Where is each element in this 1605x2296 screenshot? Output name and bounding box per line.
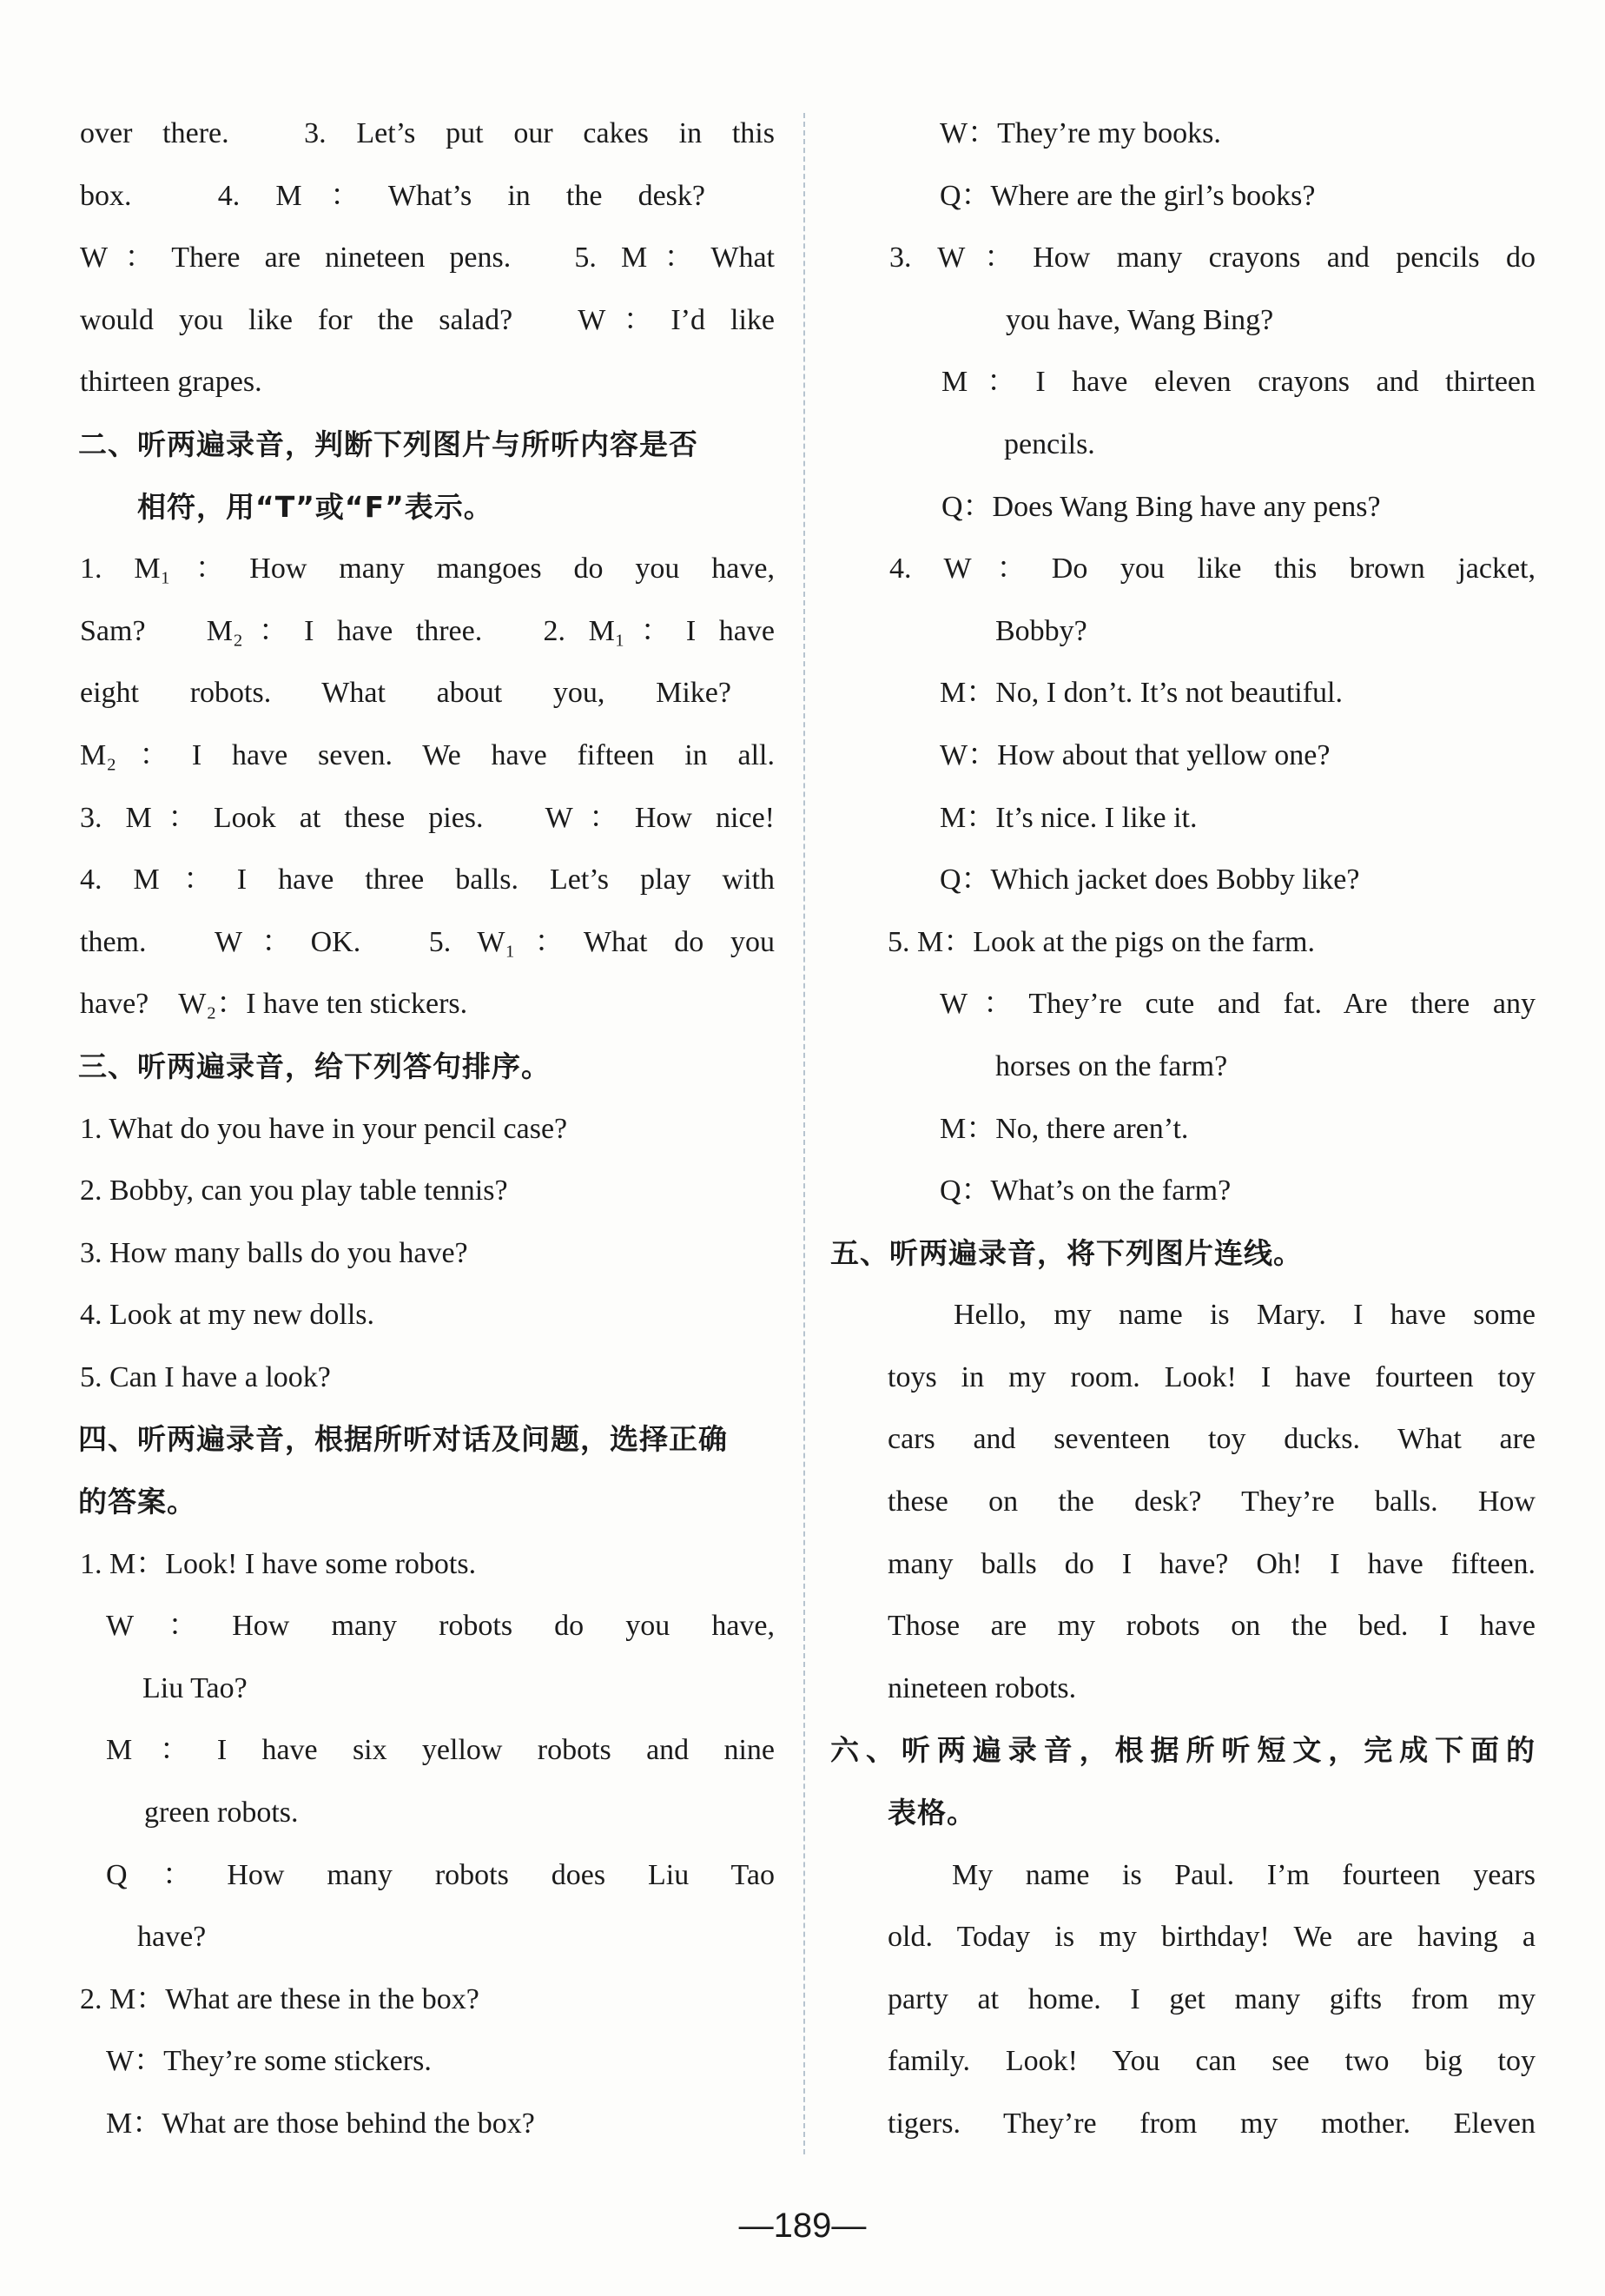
text-line: 1. M₁：How many mangoes do you have,	[80, 552, 775, 586]
list-item: 1. What do you have in your pencil case?	[80, 1112, 568, 1145]
text-line: W：There are nineteen pens. 5. M：What	[80, 242, 775, 275]
list-item: 3. How many balls do you have?	[80, 1236, 468, 1269]
dialogue-line: M：What are those behind the box?	[106, 2107, 535, 2140]
left-column	[80, 103, 775, 2155]
passage-line: party at home. I get many gifts from my	[888, 1982, 1536, 2015]
passage-line: cars and seventeen toy ducks. What are	[888, 1423, 1536, 1456]
text-line: over there. 3. Let’s put our cakes in this	[80, 117, 775, 149]
list-item: 4. Look at my new dolls.	[80, 1299, 375, 1332]
dialogue-line: M：It’s nice. I like it.	[940, 801, 1198, 834]
passage-line: family. Look! You can see two big toy	[888, 2045, 1536, 2078]
dialogue-line-cont: you have, Wang Bing?	[1006, 303, 1274, 336]
dialogue-line: 4. W：Do you like this brown jacket,	[889, 552, 1536, 586]
passage-line: many balls do I have? Oh! I have fifteen.	[888, 1547, 1536, 1580]
dialogue-line: M：No, there aren’t.	[940, 1112, 1189, 1145]
dialogue-line: 3. W：How many crayons and pencils do	[889, 242, 1536, 275]
section-heading-cont: 的答案。	[78, 1485, 196, 1519]
text-line: have? W₂：I have ten stickers.	[80, 988, 468, 1021]
text-line: would you like for the salad? W：I’d like	[80, 303, 775, 336]
section-heading: 四、听两遍录音，根据所听对话及问题，选择正确	[78, 1422, 728, 1457]
passage-line: My name is Paul. I’m fourteen years	[952, 1858, 1536, 1891]
passage-line: tigers. They’re from my mother. Eleven	[888, 2107, 1536, 2140]
list-item: 5. Can I have a look?	[80, 1360, 331, 1393]
dialogue-line: 2. M：What are these in the box?	[80, 1982, 479, 2015]
text-line: them. W：OK. 5. W₁：What do you	[80, 925, 775, 958]
question-line: Q：Where are the girl’s books?	[940, 179, 1316, 212]
question-line: Q：Which jacket does Bobby like?	[940, 863, 1360, 897]
question-line: Q：How many robots does Liu Tao	[106, 1858, 775, 1891]
dialogue-line-cont: green robots.	[144, 1796, 299, 1830]
section-heading: 三、听两遍录音，给下列答句排序。	[78, 1049, 551, 1083]
dialogue-line: W：How many robots do you have,	[106, 1610, 775, 1643]
dialogue-line: W：They’re cute and fat. Are there any	[940, 988, 1536, 1021]
text-line: box. 4. M：What’s in the desk?	[80, 179, 705, 212]
passage-line: old. Today is my birthday! We are having a	[888, 1921, 1536, 1954]
section-heading: 二、听两遍录音，判断下列图片与所听内容是否	[78, 427, 698, 461]
text-line: 4. M：I have three balls. Let’s play with	[80, 863, 775, 897]
passage-line: Hello, my name is Mary. I have some	[954, 1299, 1536, 1332]
passage-line: these on the desk? They’re balls. How	[888, 1485, 1536, 1519]
dialogue-line: W：How about that yellow one?	[940, 738, 1331, 771]
text-line: 3. M：Look at these pies. W：How nice!	[80, 801, 775, 834]
passage-line: Those are my robots on the bed. I have	[888, 1610, 1536, 1643]
section-heading: 五、听两遍录音，将下列图片连线。	[830, 1235, 1303, 1270]
right-column	[830, 103, 1536, 2155]
text-line: thirteen grapes.	[80, 366, 262, 399]
dialogue-line: M：No, I don’t. It’s not beautiful.	[940, 677, 1343, 710]
passage-line: toys in my room. Look! I have fourteen toy	[888, 1360, 1536, 1393]
dialogue-line: M：I have eleven crayons and thirteen	[941, 366, 1536, 399]
dialogue-line-cont: horses on the farm?	[995, 1049, 1228, 1082]
question-line: Q：Does Wang Bing have any pens?	[941, 490, 1381, 523]
question-line: Q：What’s on the farm?	[940, 1174, 1232, 1208]
dialogue-line: M：I have six yellow robots and nine	[106, 1734, 775, 1767]
text-line: Sam? M₂：I have three. 2. M₁：I have	[80, 614, 775, 647]
column-divider	[803, 113, 805, 2154]
text-line: eight robots. What about you, Mike?	[80, 677, 731, 710]
list-item: 2. Bobby, can you play table tennis?	[80, 1174, 508, 1208]
section-heading-cont: 相符，用“T”或“F”表示。	[137, 489, 493, 524]
dialogue-line-cont: Liu Tao?	[142, 1671, 248, 1704]
dialogue-line: W：They’re my books.	[940, 117, 1221, 149]
passage-line: nineteen robots.	[888, 1671, 1077, 1704]
section-heading: 六、听两遍录音，根据所听短文，完成下面的	[830, 1733, 1536, 1768]
dialogue-line: 1. M：Look! I have some robots.	[80, 1547, 477, 1580]
dialogue-line-cont: Bobby?	[995, 614, 1087, 647]
question-line-cont: have?	[137, 1921, 207, 1954]
dialogue-line-cont: pencils.	[1004, 427, 1095, 460]
page-number: —189—	[738, 2207, 867, 2245]
text-line: M₂：I have seven. We have fifteen in all.	[80, 738, 775, 771]
dialogue-line: 5. M：Look at the pigs on the farm.	[888, 925, 1315, 958]
dialogue-line: W：They’re some stickers.	[106, 2045, 432, 2078]
section-heading-cont: 表格。	[888, 1796, 976, 1830]
